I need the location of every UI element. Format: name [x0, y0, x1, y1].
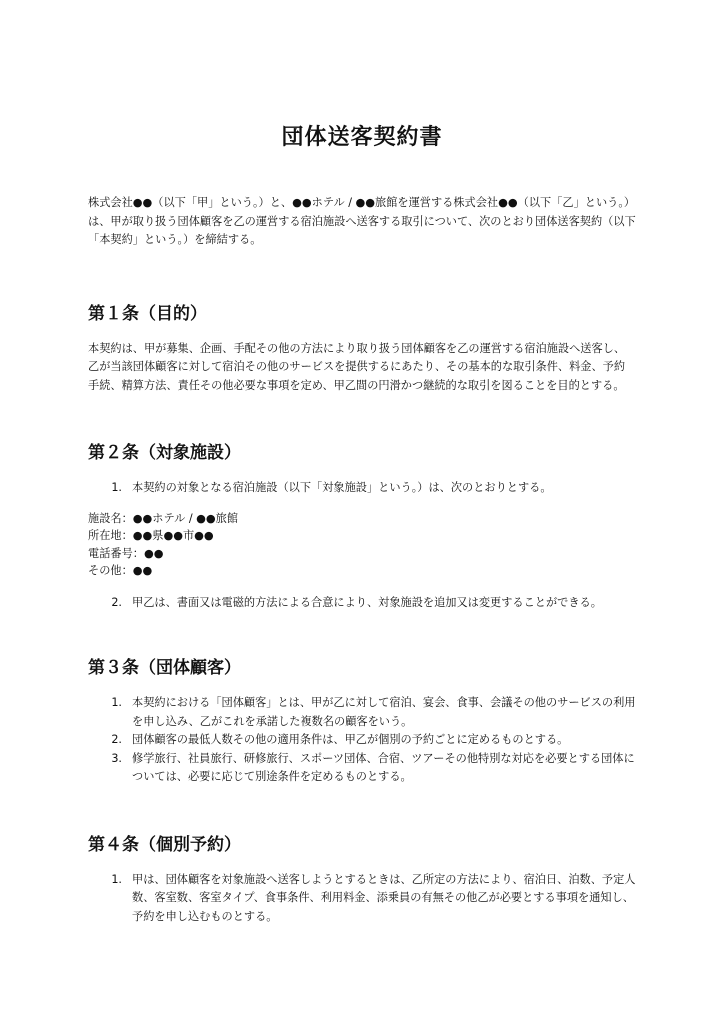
article-4-list: [88, 871, 636, 927]
article-1: [88, 302, 636, 396]
facility-details: [88, 510, 636, 580]
list-item-number: 1.: [111, 696, 122, 709]
list-item: [88, 594, 636, 613]
intro-paragraph: 株式会社●●（以下「甲」という。）と、●●ホテル / ●●旅館を運営する株式会社●●（以下「乙」という。）は、甲が取り扱う団体顧客を乙の運営する宿泊施設へ送客する取引について、次のとおり団体送客契約（以下「本契約」という。）を締結する。: [88, 196, 636, 246]
article-3-list: [88, 694, 636, 787]
facility-phone: 電話番号：●●: [88, 546, 164, 560]
facility-name: 施設名：●●ホテル / ●●旅館: [88, 511, 239, 525]
list-item: [88, 750, 636, 787]
list-item-text: 本契約の対象となる宿泊施設（以下「対象施設」という。）は、次のとおりとする。: [132, 481, 552, 494]
article-3-heading: 第３条（団体顧客）: [88, 658, 241, 678]
list-item-number: 2.: [111, 733, 122, 746]
list-item-text: 修学旅行、社員旅行、研修旅行、スポーツ団体、合宿、ツアーその他特別な対応を必要とする団体については、必要に応じて別途条件を定めるものとする。: [132, 751, 635, 783]
article-2-list: [88, 479, 636, 498]
facility-other: その他：●●: [88, 564, 153, 577]
document-title: 団体送客契約書: [281, 125, 443, 150]
article-3: [88, 656, 636, 787]
list-item: [88, 871, 636, 927]
list-item-text: 甲は、団体顧客を対象施設へ送客しようとするときは、乙所定の方法により、宿泊日、泊数、予定人数、客室数、客室タイプ、食事条件、利用料金、添乗員の有無その他乙が必要とする事項を通知し、予約を申し込むものとする。: [132, 872, 636, 923]
list-item: [88, 694, 636, 731]
article-2-list-continued: [88, 594, 636, 613]
list-item-number: 3.: [111, 751, 122, 765]
article-2-heading: 第２条（対象施設）: [88, 443, 241, 463]
list-item: [88, 731, 636, 750]
list-item-number: 1.: [111, 481, 122, 494]
list-item-text: 団体顧客の最低人数その他の適用条件は、甲乙が個別の予約ごとに定めるものとする。: [132, 733, 569, 746]
article-4-heading: 第４条（個別予約）: [88, 834, 241, 855]
list-item-text: 甲乙は、書面又は電磁的方法による合意により、対象施設を追加又は変更することができる。: [132, 595, 602, 609]
list-item: [88, 479, 636, 498]
list-item-number: 2.: [111, 595, 122, 609]
article-4: [88, 833, 636, 927]
article-1-body: 本契約は、甲が募集、企画、手配その他の方法により取り扱う団体顧客を乙の運営する宿泊施設へ送客し、乙が当該団体顧客に対して宿泊その他のサービスを提供するにあたり、その基本的な取引条件、料金、予約手続、精算方法、責任その他必要な事項を定め、甲乙間の円滑かつ継続的な取引を図ることを目的とする。: [88, 341, 626, 392]
facility-address: 所在地：●●県●●市●●: [88, 529, 214, 542]
list-item-text: 本契約における「団体顧客」とは、甲が乙に対して宿泊、宴会、食事、会議その他のサービスの利用を申し込み、乙がこれを承諾した複数名の顧客をいう。: [132, 696, 636, 728]
article-1-heading: 第１条（目的）: [88, 303, 207, 324]
article-2: [88, 441, 636, 612]
list-item-number: 1.: [111, 872, 122, 886]
